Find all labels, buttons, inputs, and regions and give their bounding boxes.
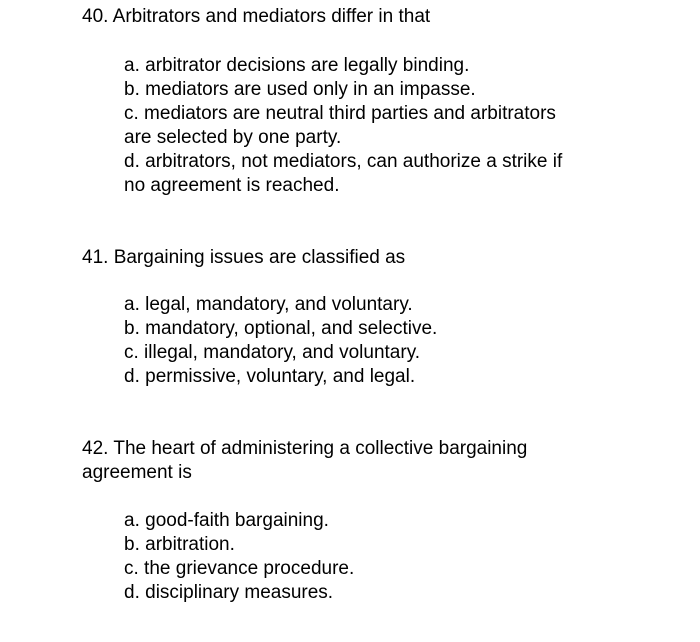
option-c: c. the grievance procedure. [124, 558, 355, 579]
option-c: c. mediators are neutral third parties and arbitrators are selected by one party. [124, 103, 556, 148]
option-d: d. permissive, voluntary, and legal. [124, 366, 416, 387]
option-b: b. arbitration. [124, 534, 235, 555]
option-a: a. arbitrator decisions are legally binding. [124, 55, 470, 76]
question-41-stem: 41. Bargaining issues are classified as [82, 247, 406, 268]
option-b: b. mandatory, optional, and selective. [124, 318, 438, 339]
option-a: a. good-faith bargaining. [124, 510, 329, 531]
option-a: a. legal, mandatory, and voluntary. [124, 294, 413, 315]
option-d: d. arbitrators, not mediators, can authorize a strike if no agreement is reached. [124, 151, 563, 196]
question-42-stem: 42. The heart of administering a collective bargaining agreement is [82, 438, 528, 483]
question-40-options [124, 54, 624, 198]
question-40-stem: 40. Arbitrators and mediators differ in that [82, 6, 431, 27]
question-42-options [124, 509, 624, 605]
option-b: b. mediators are used only in an impasse. [124, 79, 476, 100]
option-d: d. disciplinary measures. [124, 582, 334, 603]
question-41-options [124, 293, 624, 389]
option-c: c. illegal, mandatory, and voluntary. [124, 342, 421, 363]
